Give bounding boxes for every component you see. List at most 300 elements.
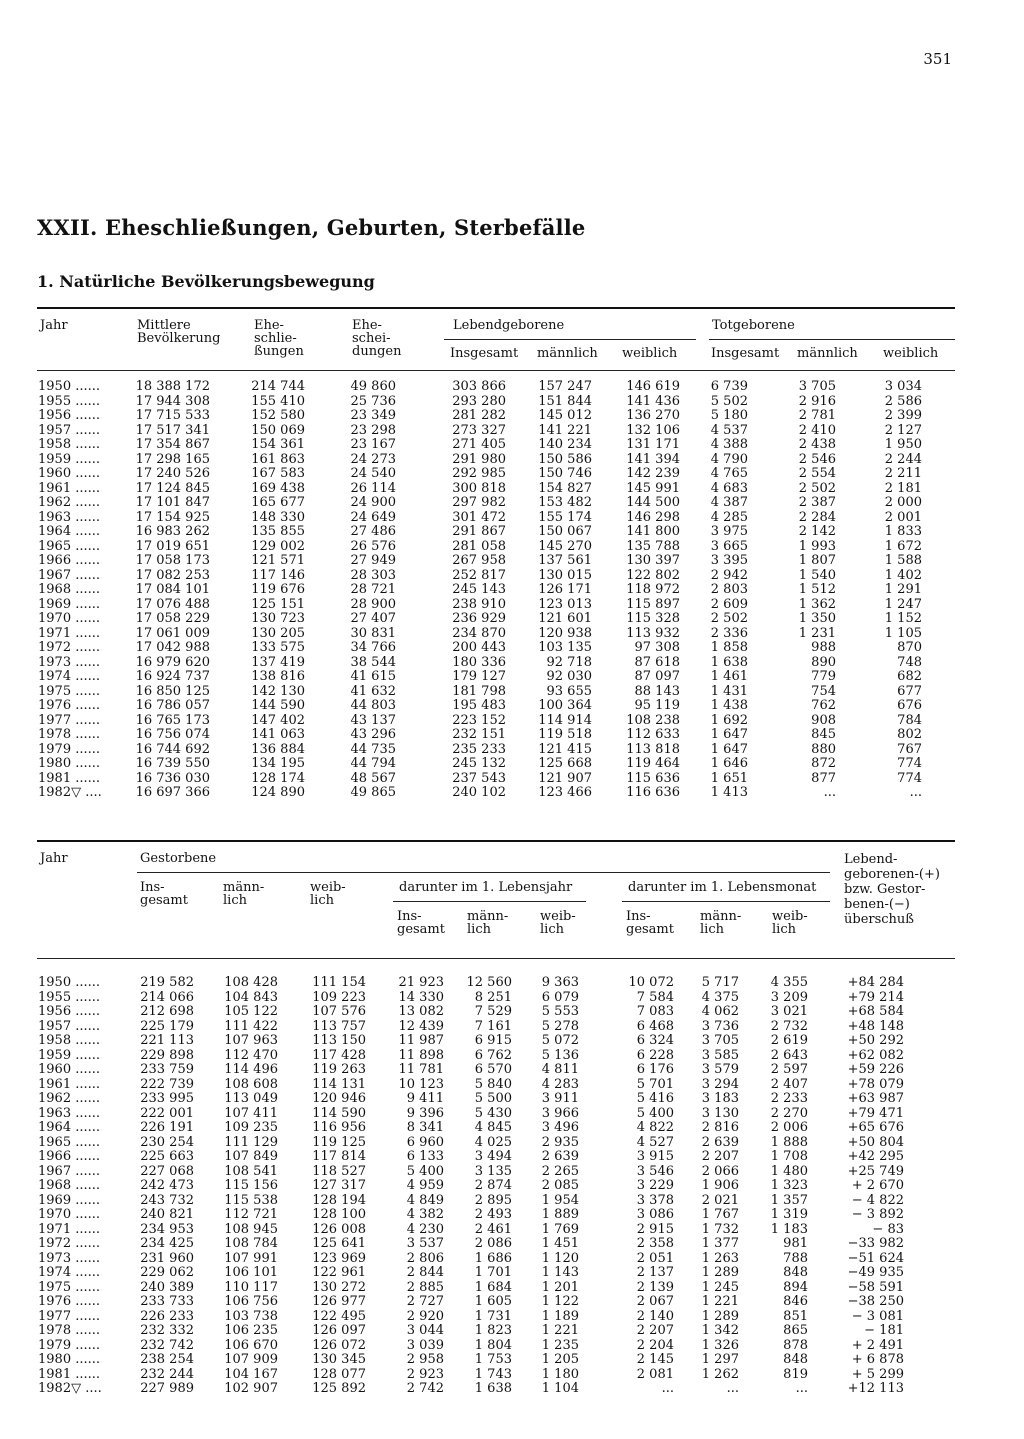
table-cell: 229 062 [140,1265,194,1280]
table-cell: 130 723 [251,611,305,626]
table-cell: 273 327 [452,422,506,438]
table-cell: 1976 ...... [38,1294,101,1309]
table-cell: 1 651 [710,770,748,786]
table-cell: 28 721 [350,582,396,597]
table-cell: 28 303 [350,567,396,583]
table-cell: 137 419 [251,654,305,670]
table-cell: 102 907 [224,1381,278,1396]
table-cell: 120 938 [538,625,592,641]
table-cell: 1977 ...... [38,712,101,728]
table-cell: 1969 ...... [38,1192,101,1208]
table-cell: 1 105 [884,625,922,641]
table-cell: 1 646 [710,756,748,771]
table-cell: 113 049 [224,1091,278,1106]
table-cell: 41 632 [350,683,396,699]
table-cell: 44 735 [350,741,396,757]
table-cell: 4 025 [474,1134,512,1150]
table-cell: 28 900 [350,596,396,612]
table-cell: 154 827 [538,480,592,496]
table-cell: 125 151 [251,596,305,612]
table-cell: 1 906 [701,1178,739,1193]
table-cell: 214 066 [140,989,194,1005]
table-cell: 1 231 [798,625,836,641]
table-cell: 1959 ...... [38,451,101,467]
table-cell: 145 991 [626,480,680,496]
table-cell: 2 067 [636,1294,674,1309]
table-cell: 2 619 [770,1033,808,1048]
table-cell: 107 576 [312,1004,366,1019]
table-cell: 138 816 [251,669,305,684]
table-cell: 1 152 [884,611,922,626]
table-cell: 17 101 847 [135,495,210,510]
table-cell: 144 500 [626,495,680,510]
table-cell: +84 284 [847,975,904,990]
table-cell: 748 [897,654,922,670]
t1-col-tg-weiblich [866,380,922,801]
table-cell: 119 263 [312,1062,366,1077]
table-cell: 2 181 [884,480,922,496]
table-cell: 1 326 [701,1337,739,1353]
table-cell: 126 008 [312,1221,366,1237]
table-cell: 27 486 [350,524,396,539]
table-cell: 2 609 [710,596,748,612]
table-cell: 167 583 [251,466,305,481]
table-cell: 212 698 [140,1004,194,1019]
table-cell: 1 647 [710,727,748,742]
table-cell: 870 [897,640,922,655]
table-cell: 1976 ...... [38,698,101,713]
table-cell: 111 154 [312,975,366,990]
table-cell: 10 123 [398,1076,444,1092]
table-cell: 95 119 [634,698,680,713]
table-cell: 4 382 [406,1207,444,1222]
table-cell: 1973 ...... [38,1250,101,1266]
table-cell: 6 739 [710,379,748,394]
table-cell: −51 624 [847,1250,904,1266]
table-cell: 34 766 [350,640,396,655]
table-cell: 92 030 [546,669,592,684]
table-cell: 5 701 [636,1076,674,1092]
table-cell: 1 221 [541,1323,579,1338]
table-cell: +79 471 [847,1105,904,1121]
table-cell: 6 570 [474,1062,512,1077]
t2-header-gestorbene: Gestorbene [140,851,217,866]
table-cell: 1950 ...... [38,379,101,394]
table-cell: 135 855 [251,524,305,539]
table-cell: 1960 ...... [38,1062,101,1077]
table-cell: 1 357 [770,1192,808,1208]
table-cell: 2 001 [884,509,922,525]
table-cell: 4 355 [770,975,808,990]
table-cell: 119 464 [626,756,680,771]
table-cell: 124 890 [251,785,305,800]
table-cell: 1974 ...... [38,669,101,684]
table-cell: 3 044 [406,1323,444,1338]
table-cell: 16 739 550 [135,756,210,771]
table-cell: 1 889 [541,1207,579,1222]
table-cell: 774 [897,770,922,786]
table-cell: 230 254 [140,1134,194,1150]
table-cell: 4 822 [636,1120,674,1135]
table-cell: 107 411 [224,1105,278,1121]
table-cell: 1 205 [541,1352,579,1367]
table-cell: 784 [897,712,922,728]
totgeborene-rule [709,339,955,340]
t1-col-ehescheidungen [330,380,396,801]
table-cell: 1 823 [474,1323,512,1338]
section-title: 1. Natürliche Bevölkerungsbewegung [37,272,375,291]
table-cell: 107 991 [224,1250,278,1266]
table-cell: 872 [811,756,836,771]
table-cell: 4 790 [710,451,748,467]
t2-col-lm-weiblich [754,976,808,1397]
table-cell: 104 167 [224,1366,278,1382]
table-cell: +59 226 [847,1062,904,1077]
table-cell: 1955 ...... [38,989,101,1005]
table-cell: 8 341 [406,1120,444,1135]
table-cell: +79 214 [847,989,904,1005]
table-cell: 2 139 [636,1279,674,1295]
table-cell: 105 122 [224,1004,278,1019]
table-cell: 11 987 [398,1033,444,1048]
table-cell: 245 132 [452,756,506,771]
table-cell: 117 814 [312,1149,366,1164]
table-cell: 125 668 [538,756,592,771]
table-cell: 4 283 [541,1076,579,1092]
table-cell: 113 932 [626,625,680,641]
table-cell: 3 294 [701,1076,739,1092]
t2-header-lm-insgesamt: Ins- gesamt [626,909,674,937]
table-cell: 233 733 [140,1294,194,1309]
table-cell: 1 954 [541,1192,579,1208]
table-cell: 846 [783,1294,808,1309]
table-cell: 1 289 [701,1308,739,1324]
table-cell: 1955 ...... [38,393,101,409]
table-cell: 179 127 [452,669,506,684]
table-cell: 1 431 [710,683,748,699]
table-cell: 2 358 [636,1236,674,1251]
table-cell: 115 328 [626,611,680,626]
table-cell: 128 194 [312,1192,366,1208]
table-cell: 106 756 [224,1294,278,1309]
table-cell: 232 244 [140,1366,194,1382]
table-cell: 2 958 [406,1352,444,1367]
page-number: 351 [923,50,952,68]
table-cell: 2 643 [770,1047,808,1063]
table-cell: 238 254 [140,1352,194,1367]
table-cell: 6 915 [474,1033,512,1048]
table-cell: 1966 ...... [38,553,101,568]
table-cell: 107 963 [224,1033,278,1048]
table-cell: 865 [783,1323,808,1338]
table-cell: 1978 ...... [38,727,101,742]
table-cell: 1980 ...... [38,756,101,771]
table-cell: 141 394 [626,451,680,467]
table-cell: 17 019 651 [135,538,210,554]
table-cell: 142 130 [251,683,305,699]
table-cell: −58 591 [847,1279,904,1295]
table-cell: 3 229 [636,1178,674,1193]
table-cell: 115 156 [224,1178,278,1193]
table-cell: −49 935 [847,1265,904,1280]
t1-header-tg-weiblich: weiblich [883,346,939,361]
t1-col-tg-maennlich [780,380,836,801]
table-cell: 130 272 [312,1279,366,1295]
table-cell: 2 085 [541,1178,579,1193]
table-cell: 16 744 692 [135,741,210,757]
table-cell: 231 960 [140,1250,194,1266]
lebendgeborene-rule [444,339,696,340]
t2-col-jahr [38,976,130,1397]
t2-header-lebensjahr: darunter im 1. Lebensjahr [399,880,573,895]
table-cell: 7 529 [474,1004,512,1019]
table-cell: 17 042 988 [135,640,210,655]
table-cell: 146 298 [626,509,680,525]
table-cell: 240 821 [140,1207,194,1222]
table-cell: 2 916 [798,393,836,409]
table2-top-rule [37,840,955,842]
table-cell: 1 672 [884,538,922,554]
table-cell: 238 910 [452,596,506,612]
table-cell: 161 863 [251,451,305,467]
table-cell: 848 [783,1265,808,1280]
table-cell: 2 336 [710,625,748,641]
table-cell: 1975 ...... [38,683,101,699]
table-cell: 5 180 [710,408,748,423]
table-cell: 2 935 [541,1134,579,1150]
table-cell: 16 979 620 [135,654,210,670]
table-cell: 17 124 845 [135,480,210,496]
table-cell: 1 731 [474,1308,512,1324]
table-cell: 1 143 [541,1265,579,1280]
table-cell: 123 466 [538,785,592,800]
table-cell: 4 849 [406,1192,444,1208]
table-cell: 125 892 [312,1381,366,1396]
t1-col-lb-weiblich [614,380,680,801]
table-cell: 221 113 [140,1033,194,1048]
table-cell: 1 769 [541,1221,579,1237]
table-cell: 1965 ...... [38,1134,101,1150]
table-cell: 1982▽ .... [38,785,102,800]
table-cell: 141 063 [251,727,305,742]
table-cell: 3 537 [406,1236,444,1251]
table-cell: 1975 ...... [38,1279,101,1295]
table-cell: 2 233 [770,1091,808,1106]
table-cell: 1 245 [701,1279,739,1295]
table-cell: − 3 081 [851,1308,904,1324]
table-cell: 136 884 [251,741,305,757]
table-cell: 1968 ...... [38,582,101,597]
table-cell: 267 958 [452,553,506,568]
table-cell: 23 349 [350,408,396,423]
table-cell: 1 647 [710,741,748,757]
table-cell: 222 001 [140,1105,194,1121]
table-cell: 5 072 [541,1033,579,1048]
table-cell: 3 579 [701,1062,739,1077]
table-cell: 3 705 [701,1033,739,1048]
table-cell: 120 946 [312,1091,366,1106]
table-cell: 1 638 [474,1381,512,1396]
table-cell: 1963 ...... [38,509,101,525]
table-cell: 1981 ...... [38,1366,101,1382]
t2-col-ueberschuss [836,976,904,1397]
table-cell: 229 898 [140,1047,194,1063]
table2-header-rule [37,958,955,959]
table-cell: 1 767 [701,1207,739,1222]
t1-header-tg-insgesamt: Insgesamt [711,346,780,361]
table-cell: 2 502 [798,480,836,496]
table-cell: 232 742 [140,1337,194,1353]
table-cell: 281 282 [452,408,506,423]
table-cell: 17 517 341 [135,422,210,438]
table-cell: 5 430 [474,1105,512,1121]
table-cell: − 4 822 [851,1192,904,1208]
table-cell: 100 364 [538,698,592,713]
table-cell: 6 324 [636,1033,674,1048]
table-cell: 128 077 [312,1366,366,1382]
table-cell: 1 512 [798,582,836,597]
table-cell: 126 072 [312,1337,366,1353]
table-cell: 878 [783,1337,808,1353]
table-cell: 18 388 172 [135,379,210,394]
table-cell: 981 [783,1236,808,1251]
table-cell: 16 983 262 [135,524,210,539]
table-cell: 252 817 [452,567,506,583]
table-cell: 2 920 [406,1308,444,1324]
table-cell: 234 870 [452,625,506,641]
table-cell: 4 527 [636,1134,674,1150]
table-cell: 1970 ...... [38,611,101,626]
table-cell: 181 798 [452,683,506,699]
table-cell: 108 238 [626,712,680,728]
table-cell: 1 201 [541,1279,579,1295]
table-cell: 23 167 [350,437,396,452]
table-cell: ... [661,1381,674,1396]
table-cell: 1 993 [798,538,836,554]
table-cell: 291 980 [452,451,506,467]
t2-col-maennlich [214,976,278,1397]
table-cell: 1 297 [701,1352,739,1367]
table-cell: +68 584 [847,1004,904,1019]
table-cell: 2 461 [474,1221,512,1237]
table-cell: 1 743 [474,1366,512,1382]
table-cell: 16 756 074 [135,727,210,742]
table-cell: 17 061 009 [135,625,210,641]
table-cell: 87 097 [634,669,680,684]
table-cell: 142 239 [626,466,680,481]
table-cell: 17 240 526 [135,466,210,481]
table-cell: 1 438 [710,698,748,713]
table-cell: 2 844 [406,1265,444,1280]
table-cell: 157 247 [538,379,592,394]
table-cell: 5 840 [474,1076,512,1092]
table-cell: 1 451 [541,1236,579,1251]
table-cell: 114 131 [312,1076,366,1092]
table-cell: 122 802 [626,567,680,583]
table-cell: 106 670 [224,1337,278,1353]
table-cell: 226 233 [140,1308,194,1324]
table-cell: 116 636 [626,785,680,800]
table-cell: 146 619 [626,379,680,394]
table-cell: 108 428 [224,975,278,990]
table-cell: 180 336 [452,654,506,670]
table-cell: 1969 ...... [38,596,101,612]
t2-header-lm-weiblich: weib- lich [772,909,808,937]
table-cell: 11 898 [398,1047,444,1063]
table-cell: 122 961 [312,1265,366,1280]
table-cell: 1 104 [541,1381,579,1396]
table-cell: 2 438 [798,437,836,452]
table-cell: 87 618 [634,654,680,670]
table-cell: 169 438 [251,480,305,496]
table-cell: 136 270 [626,408,680,423]
table-cell: 150 069 [251,422,305,438]
table-cell: 115 897 [626,596,680,612]
table-cell: +42 295 [847,1149,904,1164]
table-cell: 2 211 [884,466,922,481]
table-cell: 4 845 [474,1120,512,1135]
table-cell: 119 125 [312,1134,366,1150]
table-cell: 877 [811,770,836,786]
table-cell: 118 972 [626,582,680,597]
table-cell: 5 400 [636,1105,674,1121]
table-cell: 3 183 [701,1091,739,1106]
table-cell: 2 493 [474,1207,512,1222]
table-cell: 802 [897,727,922,742]
t2-header-maennlich: männ- lich [223,880,265,908]
table-cell: 122 495 [312,1308,366,1324]
table-cell: +78 079 [847,1076,904,1092]
t1-col-jahr [38,380,130,801]
table-cell: 2 816 [701,1120,739,1135]
table-cell: 43 296 [350,727,396,742]
table-cell: 2 204 [636,1337,674,1353]
table-cell: +50 804 [847,1134,904,1150]
table-cell: 2 410 [798,422,836,438]
table-cell: 113 818 [626,741,680,757]
table-cell: 3 975 [710,524,748,539]
table-cell: 153 482 [538,495,592,510]
table-cell: 30 831 [350,625,396,641]
table-cell: 1 362 [798,596,836,612]
t2-header-weiblich: weib- lich [310,880,346,908]
table-cell: 682 [897,669,922,684]
table-cell: 2 554 [798,466,836,481]
table-cell: ... [823,785,836,800]
table-cell: 44 803 [350,698,396,713]
table-cell: 6 960 [406,1134,444,1150]
table-cell: 13 082 [398,1004,444,1019]
table-cell: 1 950 [884,437,922,452]
table-cell: 774 [897,756,922,771]
table-cell: 1979 ...... [38,1337,101,1353]
table-cell: + 2 670 [851,1178,904,1193]
chapter-title: XXII. Eheschließungen, Geburten, Sterbefälle [37,215,586,240]
table-cell: 17 354 867 [135,437,210,452]
table-cell: 301 472 [452,509,506,525]
table-cell: 848 [783,1352,808,1367]
table-cell: 1961 ...... [38,1076,101,1092]
table-cell: 127 317 [312,1178,366,1193]
t1-col-mittlere [120,380,210,801]
table-cell: +50 292 [847,1033,904,1048]
table-cell: 788 [783,1250,808,1266]
table-cell: 121 415 [538,741,592,757]
table-cell: 144 590 [251,698,305,713]
table-cell: 145 012 [538,408,592,423]
table-cell: 988 [811,640,836,655]
table-cell: 123 969 [312,1250,366,1266]
